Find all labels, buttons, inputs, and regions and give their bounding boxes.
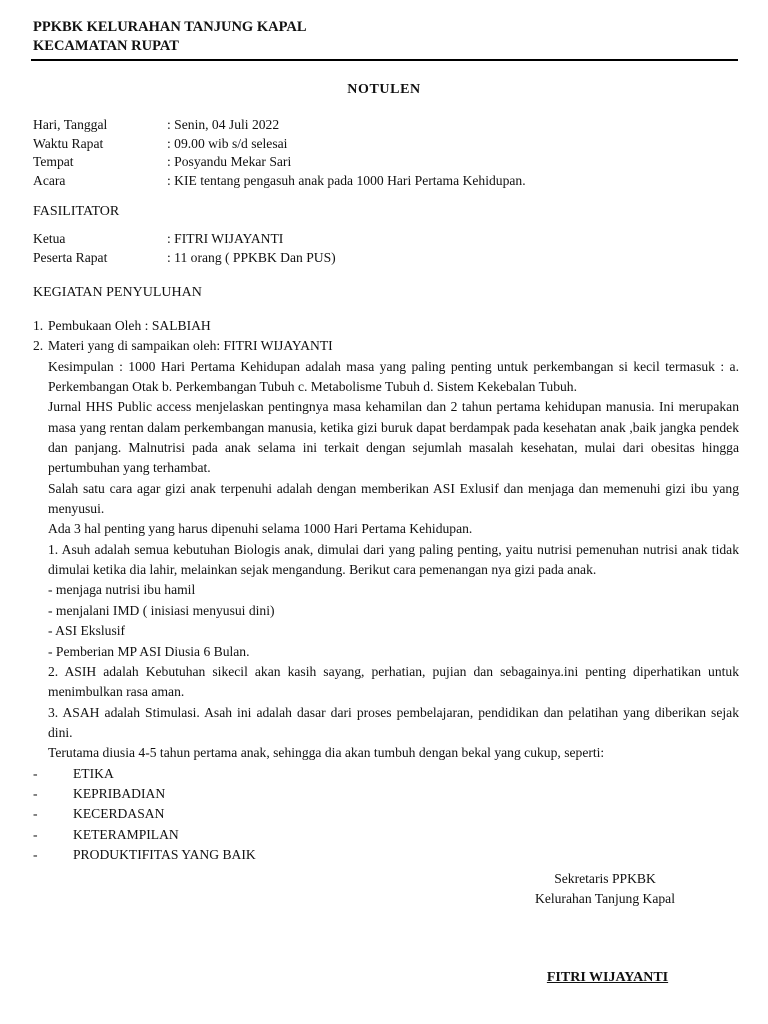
meeting-info bbox=[33, 116, 526, 190]
letterhead-line-2: KECAMATAN RUPAT bbox=[33, 38, 179, 54]
bekal-list-item bbox=[33, 764, 739, 784]
item-number: 2. bbox=[33, 338, 44, 354]
info-row-time bbox=[33, 135, 526, 154]
item-text: Materi yang di sampaikan oleh: FITRI WIJAYANTI bbox=[48, 338, 333, 354]
list-dash: - bbox=[33, 826, 38, 842]
asuh-list-item: - menjaga nutrisi ibu hamil bbox=[48, 582, 196, 598]
signature-name: FITRI WIJAYANTI bbox=[546, 970, 669, 985]
list-dash: - bbox=[33, 846, 38, 862]
paragraph-tiga-hal: Ada 3 hal penting yang harus dipenuhi selama 1000 Hari Pertama Kehidupan. bbox=[48, 521, 473, 537]
paragraph-kesimpulan: Kesimpulan : 1000 Hari Pertama Kehidupan adalah masa yang paling penting untuk perkembangan si kecil termasuk : a. Perkembangan Otak b. Perkembangan Tubuh c. Metabolisme Tubuh d. Sistem Kekebalan Tubuh. bbox=[48, 358, 739, 395]
paragraph-jurnal: Jurnal HHS Public access menjelaskan pentingnya masa kehamilan dan 2 tahun pertama kehidupan manusia. Ini merupakan masa yang rentan dalam perkembangan manusia, ketika gizi buruk dapat berdampak pada kesehatan anak ,baik jangka pendek dan panjang. Malnutrisi pada anak selama ini terkait dengan sejumlah masalah kesehatan, mulai dari obesitas hingga pertumbuhan yang terhambat. bbox=[48, 399, 739, 476]
info-label: Waktu Rapat bbox=[33, 135, 104, 151]
asuh-list-item: - ASI Ekslusif bbox=[48, 623, 126, 639]
info-row-place bbox=[33, 153, 526, 172]
signature-role: Sekretaris PPKBK bbox=[554, 871, 656, 886]
item-text: Pembukaan Oleh : SALBIAH bbox=[48, 318, 211, 333]
item-number: 1. bbox=[33, 318, 44, 333]
letterhead-divider bbox=[31, 59, 738, 61]
list-text: PRODUKTIFITAS YANG BAIK bbox=[73, 846, 256, 862]
list-text: KECERDASAN bbox=[73, 806, 165, 822]
paragraph-asah: 3. ASAH adalah Stimulasi. Asah ini adalah dasar dari proses pembelajaran, pendidikan dan pelatihan yang diberikan sejak dini. bbox=[48, 704, 739, 740]
info-row-date bbox=[33, 116, 526, 135]
info-value: : Senin, 04 Juli 2022 bbox=[167, 117, 280, 132]
bekal-list-item bbox=[33, 845, 739, 865]
bekal-list-item bbox=[33, 784, 739, 804]
fasilitator-info bbox=[33, 230, 336, 267]
kegiatan-body bbox=[33, 316, 739, 865]
info-label: Tempat bbox=[33, 154, 74, 169]
info-value: : Posyandu Mekar Sari bbox=[167, 154, 292, 169]
fasilitator-row-ketua bbox=[33, 230, 336, 249]
paragraph-asuh: 1. Asuh adalah semua kebutuhan Biologis anak, dimulai dari yang paling penting, yaitu nutrisi pemenuhan nutrisi anak tidak dimulai ketika dia lahir, melainkan sejak mengandung. Berikut cara pemenangan nya gizi pada anak. bbox=[48, 541, 739, 578]
info-label: Ketua bbox=[33, 231, 66, 246]
fasilitator-heading: FASILITATOR bbox=[33, 204, 120, 219]
list-text: KEPRIBADIAN bbox=[73, 785, 166, 801]
info-label: Acara bbox=[33, 172, 66, 188]
info-value: : 11 orang ( PPKBK Dan PUS) bbox=[167, 249, 336, 265]
asuh-list-item: - menjalani IMD ( inisiasi menyusui dini) bbox=[48, 602, 275, 618]
list-text: KETERAMPILAN bbox=[73, 826, 179, 842]
asuh-list-item: - Pemberian MP ASI Diusia 6 Bulan. bbox=[48, 643, 250, 659]
info-label: Peserta Rapat bbox=[33, 249, 108, 265]
kegiatan-heading: KEGIATAN PENYULUHAN bbox=[33, 285, 202, 300]
paragraph-terutama: Terutama diusia 4-5 tahun pertama anak, sehingga dia akan tumbuh dengan bekal yang cukup, seperti: bbox=[48, 745, 605, 761]
agenda-item-1 bbox=[33, 316, 739, 336]
letterhead bbox=[33, 18, 307, 56]
document-title: NOTULEN bbox=[347, 82, 421, 97]
bekal-list-item bbox=[33, 825, 739, 845]
agenda-item-2 bbox=[33, 336, 739, 356]
signature-place: Kelurahan Tanjung Kapal bbox=[535, 891, 675, 906]
list-dash: - bbox=[33, 806, 38, 822]
paragraph-asi: Salah satu cara agar gizi anak terpenuhi adalah dengan memberikan ASI Exlusif dan menjaga dan memenuhi gizi ibu yang menyusui. bbox=[48, 480, 739, 517]
list-text: ETIKA bbox=[73, 765, 114, 781]
fasilitator-row-peserta bbox=[33, 249, 336, 268]
paragraph-asih: 2. ASIH adalah Kebutuhan sikecil akan kasih sayang, perhatian, pujian dan sebagainya.ini penting diperhatikan untuk menimbulkan rasa aman. bbox=[48, 663, 739, 700]
list-dash: - bbox=[33, 785, 38, 801]
info-value: : 09.00 wib s/d selesai bbox=[167, 135, 288, 151]
bekal-list-item bbox=[33, 804, 739, 824]
info-value: : FITRI WIJAYANTI bbox=[167, 231, 284, 246]
info-value: : KIE tentang pengasuh anak pada 1000 Hari Pertama Kehidupan. bbox=[167, 172, 526, 188]
info-row-agenda bbox=[33, 172, 526, 191]
list-dash: - bbox=[33, 765, 38, 781]
letterhead-line-1: PPKBK KELURAHAN TANJUNG KAPAL bbox=[33, 19, 307, 35]
info-label: Hari, Tanggal bbox=[33, 117, 108, 132]
signature-block bbox=[500, 869, 710, 909]
